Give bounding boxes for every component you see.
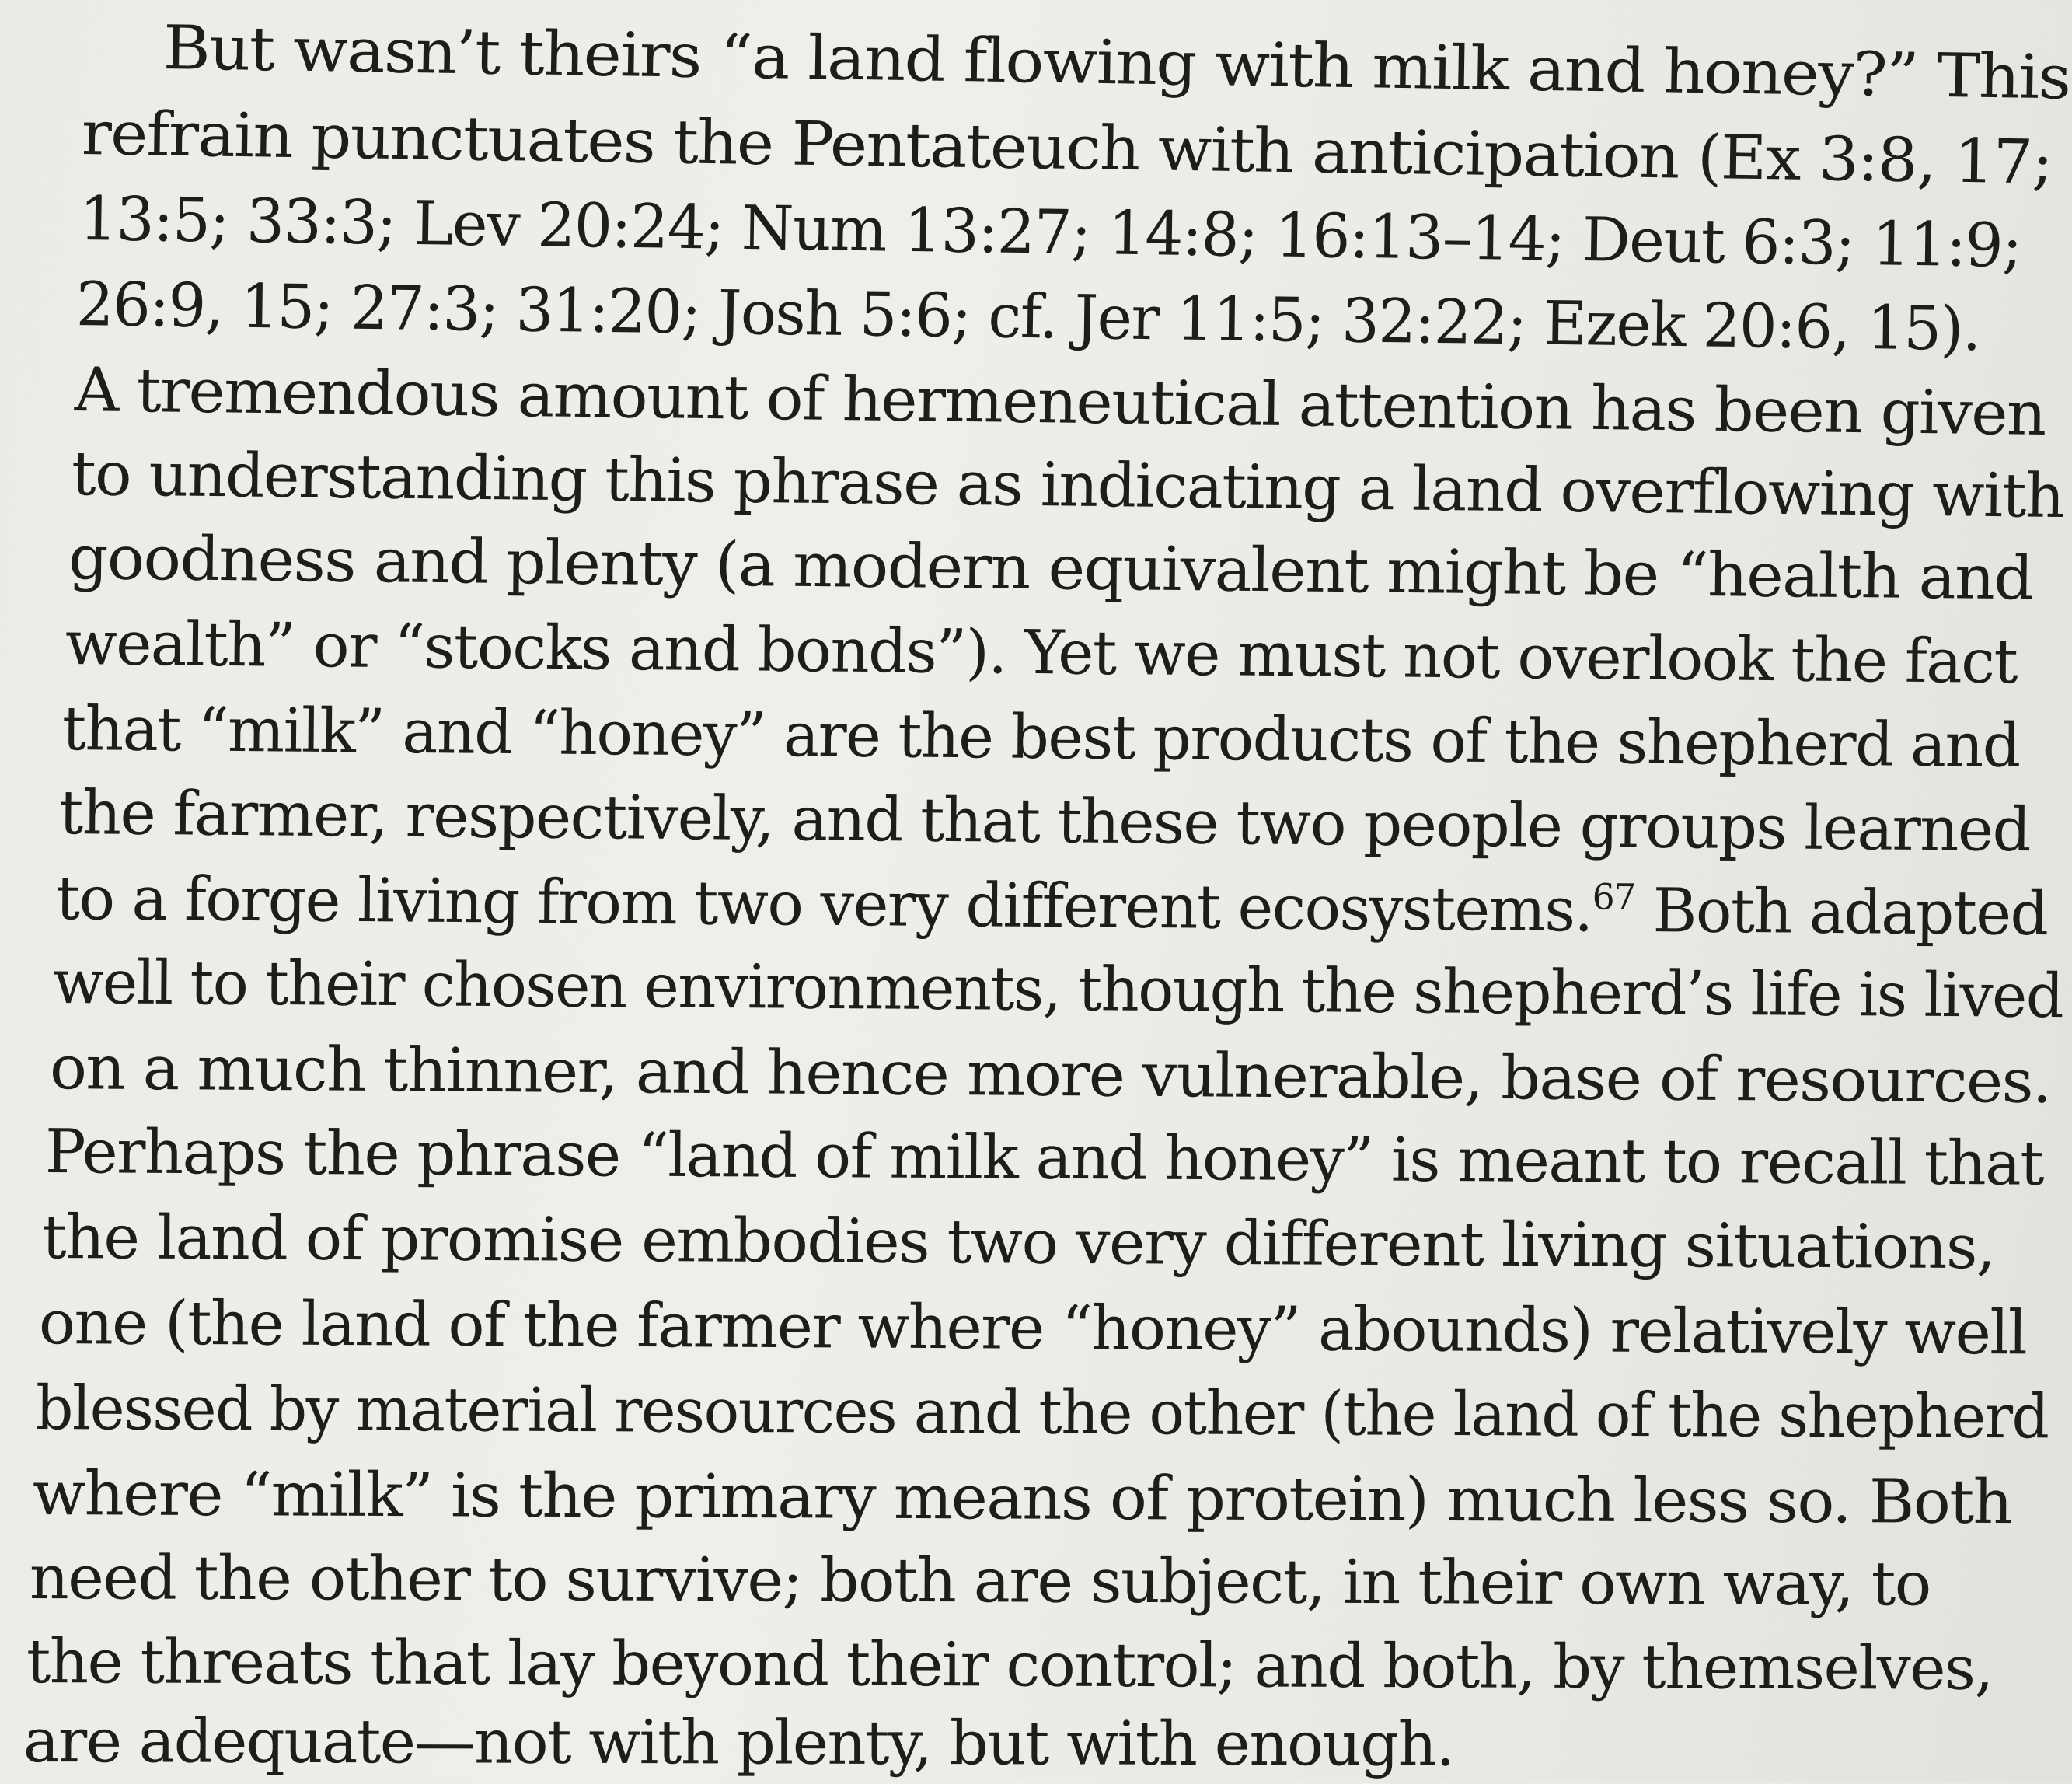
text-line-20: the threats that lay beyond their control; and both, by themselves, xyxy=(26,1627,1993,1704)
text-line-14: Perhaps the phrase “land of milk and honey” is meant to recall that xyxy=(44,1117,2044,1199)
text-line-11 xyxy=(56,860,2048,953)
footnote-reference[interactable]: 67 xyxy=(1592,875,1636,918)
text-line-18: where “milk” is the primary means of protein) much less so. Both xyxy=(32,1459,2012,1538)
text-line-1: But wasn’t theirs “a land flowing with milk and honey?” This xyxy=(162,13,2071,113)
text-line-11-main: to a forge living from two very different ecosystems. xyxy=(55,864,1593,946)
text-line-12: well to their chosen environments, though the shepherd’s life is lived xyxy=(52,948,2063,1032)
text-line-10: the farmer, respectively, and that these two people groups learned xyxy=(58,778,2031,866)
text-line-9: that “milk” and “honey” are the best products of the shepherd and xyxy=(61,694,2021,781)
text-line-4: 26:9, 15; 27:3; 31:20; Josh 5:6; cf. Jer 11:5; 32:22; Ezek 20:6, 15). xyxy=(75,270,1981,365)
text-line-8: wealth” or “stocks and bonds”). Yet we must not overlook the fact xyxy=(65,609,2018,698)
text-line-19: need the other to survive; both are subject, in their own way, to xyxy=(29,1543,1931,1620)
text-line-2: refrain punctuates the Pentateuch with anticipation (Ex 3:8, 17; xyxy=(81,99,2053,198)
text-line-3: 13:5; 33:3; Lev 20:24; Num 13:27; 14:8; 16:13–14; Deut 6:3; 11:9; xyxy=(78,184,2022,281)
text-line-15: the land of promise embodies two very different living situations, xyxy=(41,1203,1995,1283)
text-line-5: A tremendous amount of hermeneutical attention has been given xyxy=(74,355,2046,449)
text-line-7: goodness and plenty (a modern equivalent might be “health and xyxy=(68,523,2033,614)
text-line-11-tail: Both adapted xyxy=(1634,875,2048,950)
text-line-17: blessed by material resources and the other (the land of the shepherd xyxy=(35,1374,2049,1453)
text-line-16: one (the land of the farmer where “honey” abounds) relatively well xyxy=(38,1288,2027,1369)
text-line-6: to understanding this phrase as indicating a land overflowing with xyxy=(71,439,2064,532)
text-line-13: on a much thinner, and hence more vulnerable, base of resources. xyxy=(49,1033,2052,1117)
text-line-21: are adequate—not with plenty, but with enough. xyxy=(23,1706,1454,1780)
